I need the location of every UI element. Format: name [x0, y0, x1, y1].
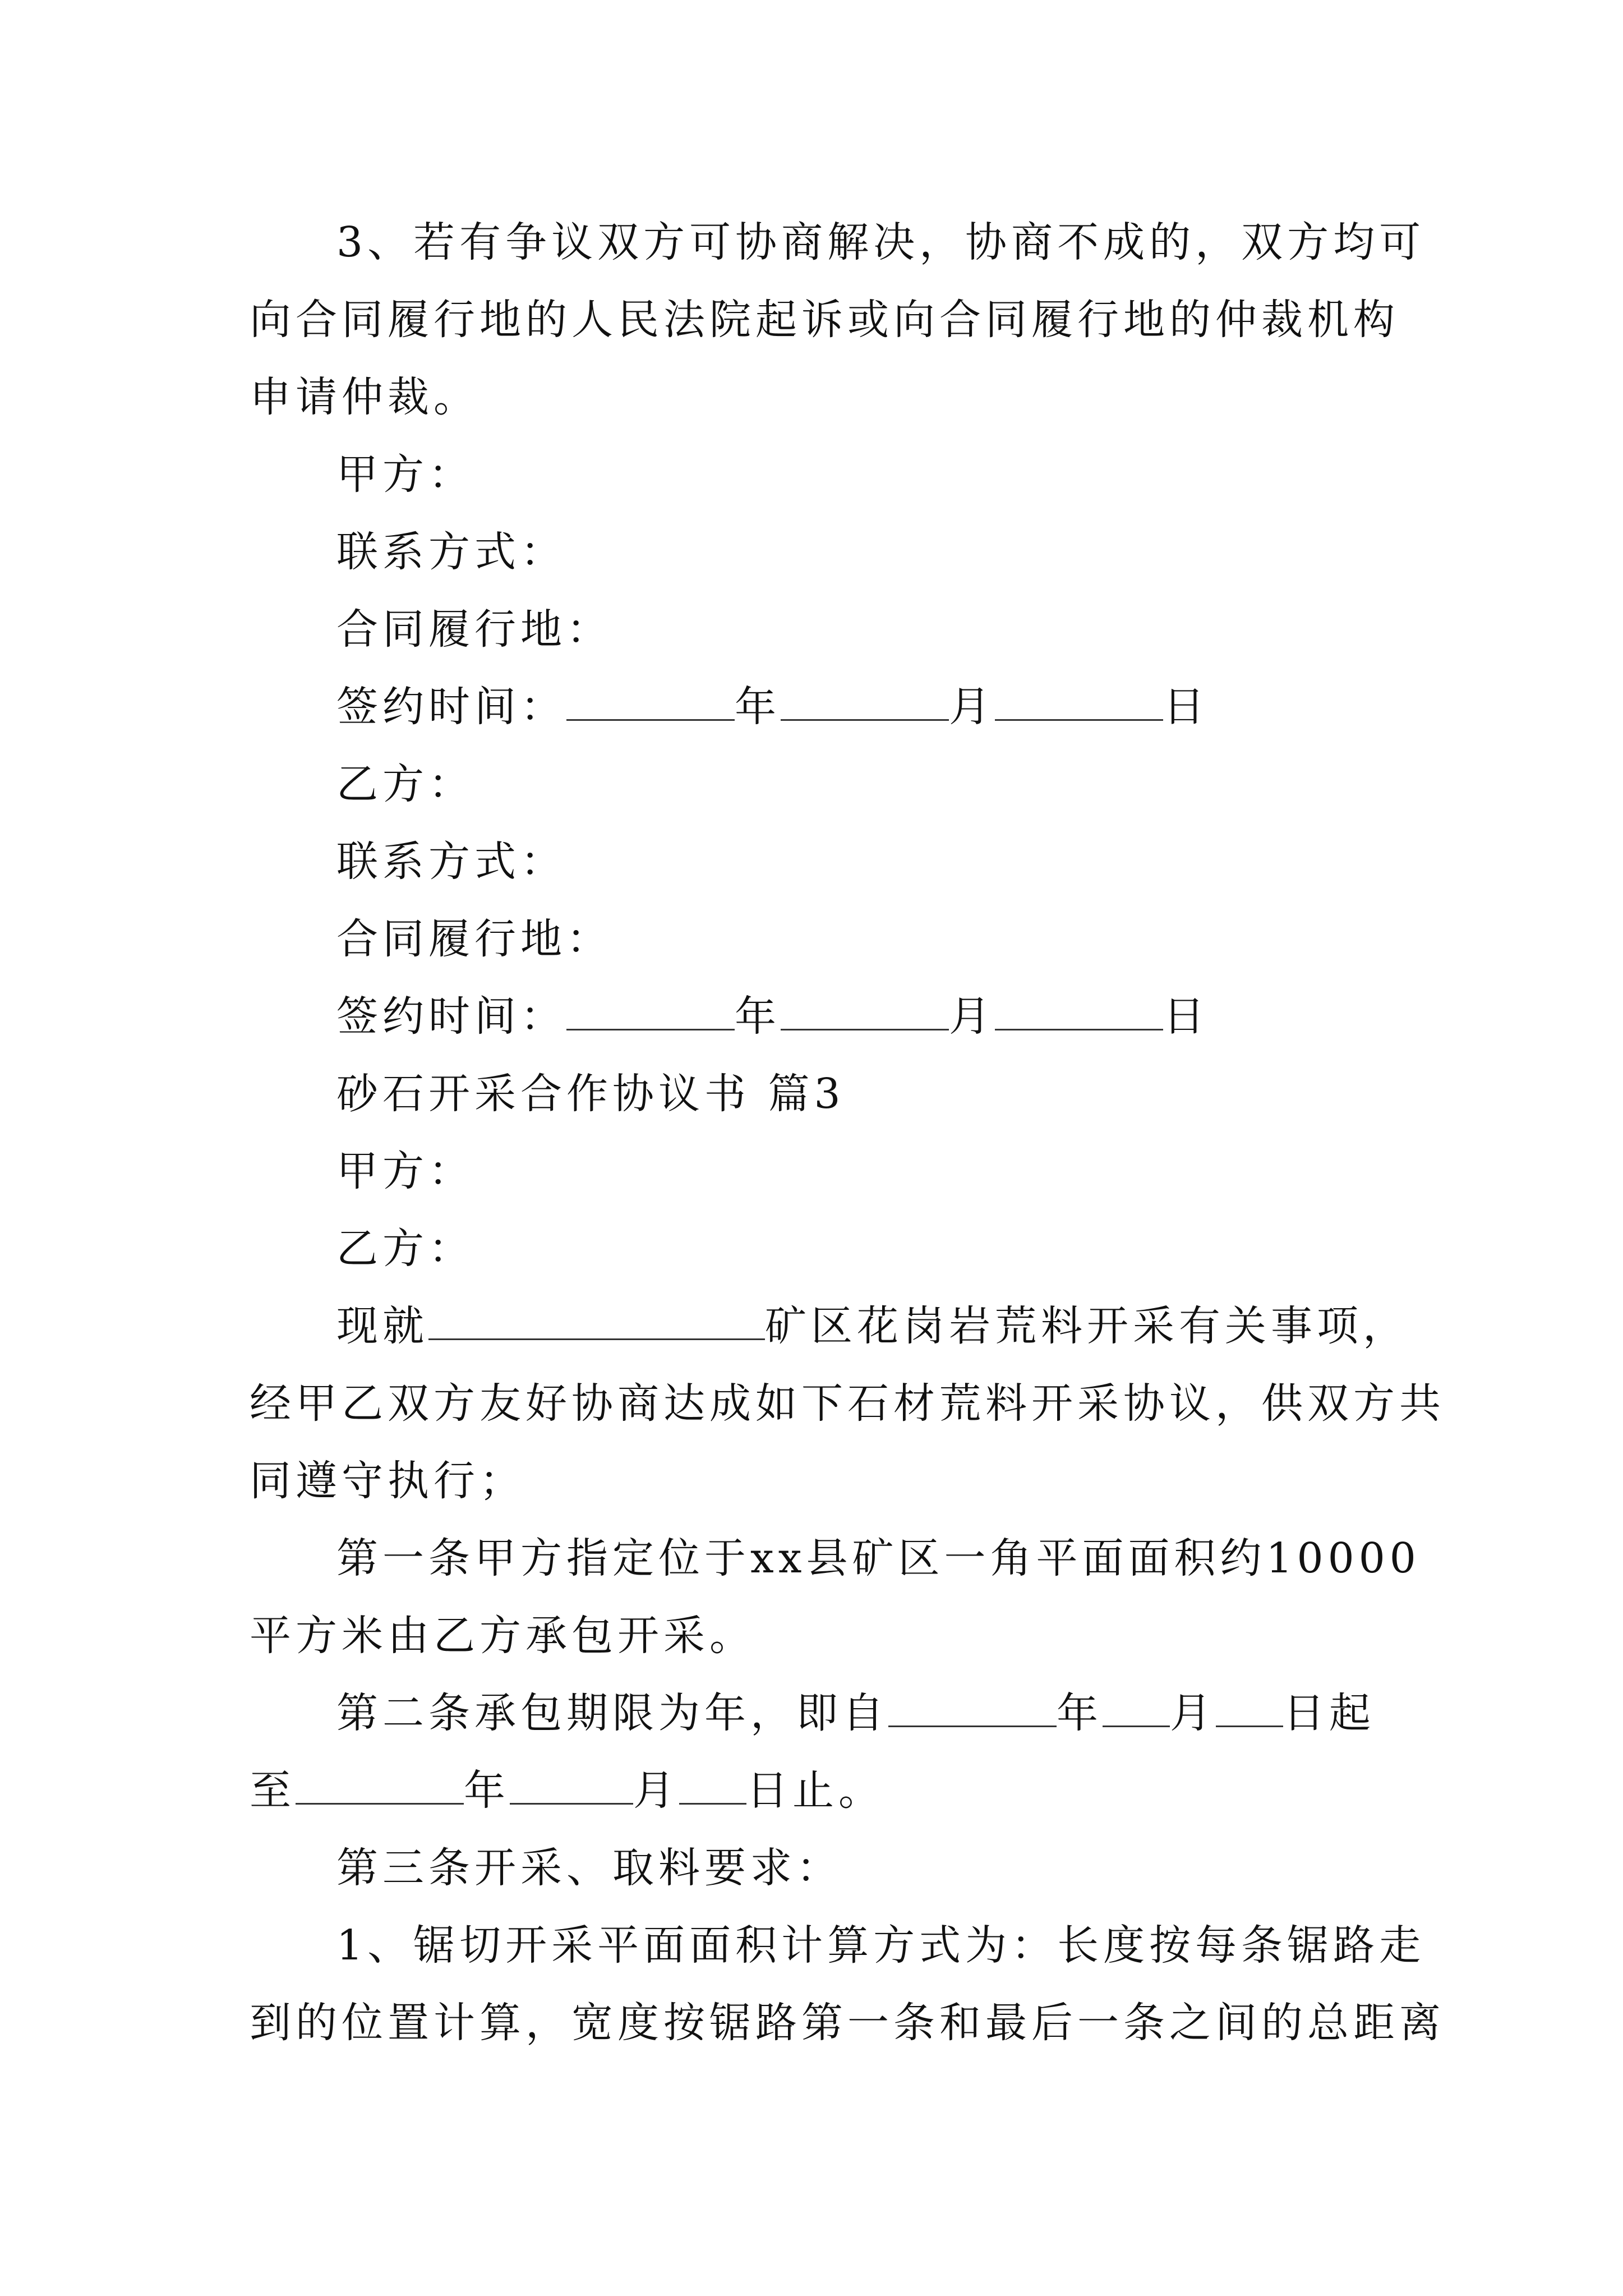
year-text: 年 [464, 1766, 510, 1815]
text-fragment: 矿区花岗岩荒料开采有关事项， [765, 1302, 1409, 1350]
party-b-label: 乙方： [336, 760, 474, 808]
month-blank [510, 1764, 633, 1805]
month-text: 月 [633, 1766, 679, 1815]
contact-label: 联系方式： [336, 528, 566, 576]
text-fragment: 现就 [336, 1302, 428, 1350]
month-text: 月 [949, 992, 995, 1041]
month-blank [1103, 1686, 1170, 1727]
sign-date-line [336, 679, 1209, 735]
text-fragment: 至 [250, 1766, 296, 1815]
party-a-label: 甲方： [336, 450, 474, 499]
place-label: 合同履行地： [336, 605, 612, 654]
paragraph-line: 同遵守执行； [250, 1457, 525, 1505]
month-text: 月 [949, 683, 995, 731]
sign-date-label: 签约时间： [336, 683, 566, 731]
paragraph-line: 第一条甲方指定位于xx县矿区一角平面面积约10000 [336, 1534, 1421, 1582]
paragraph-line: 平方米由乙方承包开采。 [250, 1612, 755, 1660]
year-text: 年 [735, 992, 781, 1041]
paragraph-line [336, 1298, 1409, 1354]
day-text: 日起 [1283, 1689, 1375, 1737]
paragraph-line: 1、锯切开采平面面积计算方式为：长度按每条锯路走 [336, 1921, 1426, 1970]
party-b-label: 乙方： [336, 1225, 474, 1273]
month-blank [781, 680, 949, 721]
text-fragment: 第二条承包期限为年，即自 [336, 1689, 888, 1737]
party-a-label: 甲方： [336, 1147, 474, 1195]
year-blank [888, 1686, 1057, 1727]
paragraph-line: 第三条开采、取料要求： [336, 1844, 842, 1892]
mine-name-blank [428, 1299, 765, 1340]
paragraph-line: 经甲乙双方友好协商达成如下石材荒料开采协议，供双方共 [250, 1379, 1445, 1428]
day-blank [1216, 1686, 1283, 1727]
day-text: 日 [1163, 683, 1209, 731]
year-blank [566, 680, 735, 721]
contact-label: 联系方式： [336, 838, 566, 886]
paragraph-line: 向合同履行地的人民法院起诉或向合同履行地的仲裁机构 [250, 296, 1399, 344]
month-text: 月 [1170, 1689, 1216, 1737]
paragraph-line [336, 1685, 1375, 1741]
day-blank [995, 990, 1163, 1030]
paragraph-line: 到的位置计算，宽度按锯路第一条和最后一条之间的总距离 [250, 1999, 1445, 2047]
year-text: 年 [1057, 1689, 1103, 1737]
day-blank [995, 680, 1163, 721]
paragraph-line: 3、若有争议双方可协商解决，协商不成的，双方均可 [336, 218, 1426, 266]
sign-date-line [336, 988, 1209, 1045]
day-text: 日止。 [746, 1766, 884, 1815]
day-blank [679, 1764, 746, 1805]
place-label: 合同履行地： [336, 915, 612, 963]
year-text: 年 [735, 683, 781, 731]
day-text: 日 [1163, 992, 1209, 1041]
paragraph-line: 申请仲裁。 [250, 373, 479, 421]
year-blank [566, 990, 735, 1030]
month-blank [781, 990, 949, 1030]
year-blank [296, 1764, 464, 1805]
section-heading: 砂石开采合作协议书 篇3 [336, 1070, 845, 1118]
sign-date-label: 签约时间： [336, 992, 566, 1041]
paragraph-line [250, 1763, 884, 1819]
